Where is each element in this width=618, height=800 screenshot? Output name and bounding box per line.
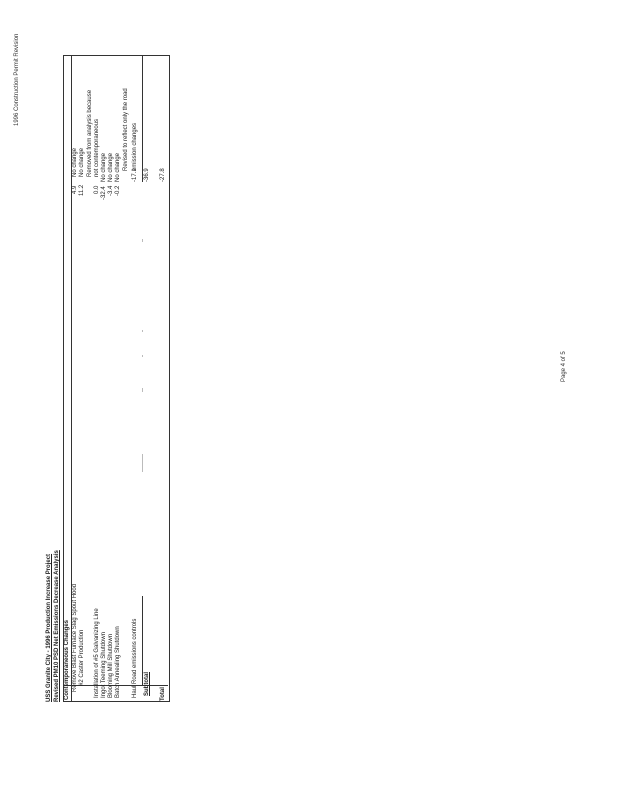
document-title: USS Granite City - 1996 Production Increase Project — [46, 553, 52, 702]
subtotal-label: Subtotal — [144, 672, 150, 696]
subtotal-rule — [142, 596, 143, 686]
row-note: No change — [72, 147, 78, 177]
row-note: No change — [108, 152, 114, 182]
row-note: No change — [115, 152, 121, 182]
row-note: No change — [101, 152, 107, 182]
row-note: emission changes — [132, 122, 138, 171]
row-label: #2 Caster Production — [79, 629, 85, 686]
section-heading: Contemporaneous Changes — [64, 619, 70, 700]
page-header: 1996 Construction Permit Revision — [14, 33, 20, 126]
document-subtitle: Revised PM10 PSD Net Emissions Decrease Analysis — [54, 550, 60, 702]
row-value: -17.1 — [132, 168, 138, 182]
total-value: -27.8 — [160, 168, 166, 182]
subtotal-rule-right — [142, 55, 143, 182]
row-value: 0.0 — [94, 185, 100, 194]
rule-fragment — [142, 388, 143, 392]
page-number: Page 4 of 5 — [561, 351, 567, 382]
row-value: -32.4 — [101, 186, 107, 200]
row-label: Installation of #5 Galvanizing Line — [94, 608, 100, 698]
rule-fragment — [142, 454, 143, 472]
row-value: -3.4 — [108, 185, 114, 196]
subtotal-value: -36.9 — [144, 168, 150, 182]
row-note: Revised to reflect only the road — [123, 88, 129, 171]
emissions-table — [46, 55, 170, 702]
total-label: Total — [160, 687, 166, 701]
row-note: not contemporaneous — [94, 118, 100, 177]
row-label: Blooming Mill Shutdown — [108, 633, 114, 698]
row-value: 11.2 — [79, 184, 85, 196]
row-value: -0.2 — [115, 185, 121, 196]
row-label: Batch Annealing Shutdown — [115, 626, 121, 698]
row-note: No change — [79, 147, 85, 177]
row-note: Removed from analysis because — [87, 89, 93, 177]
rule-fragment — [142, 239, 143, 240]
rule-fragment — [142, 355, 143, 357]
rule-fragment — [142, 330, 143, 332]
row-label: Haul Road emissions controls — [132, 618, 138, 698]
row-label: Ingot Teeming Shutdown — [101, 632, 107, 698]
row-value: 4.9 — [72, 185, 78, 194]
row-label: Remove Blast Furnace Slag Spout Hood — [72, 583, 78, 692]
